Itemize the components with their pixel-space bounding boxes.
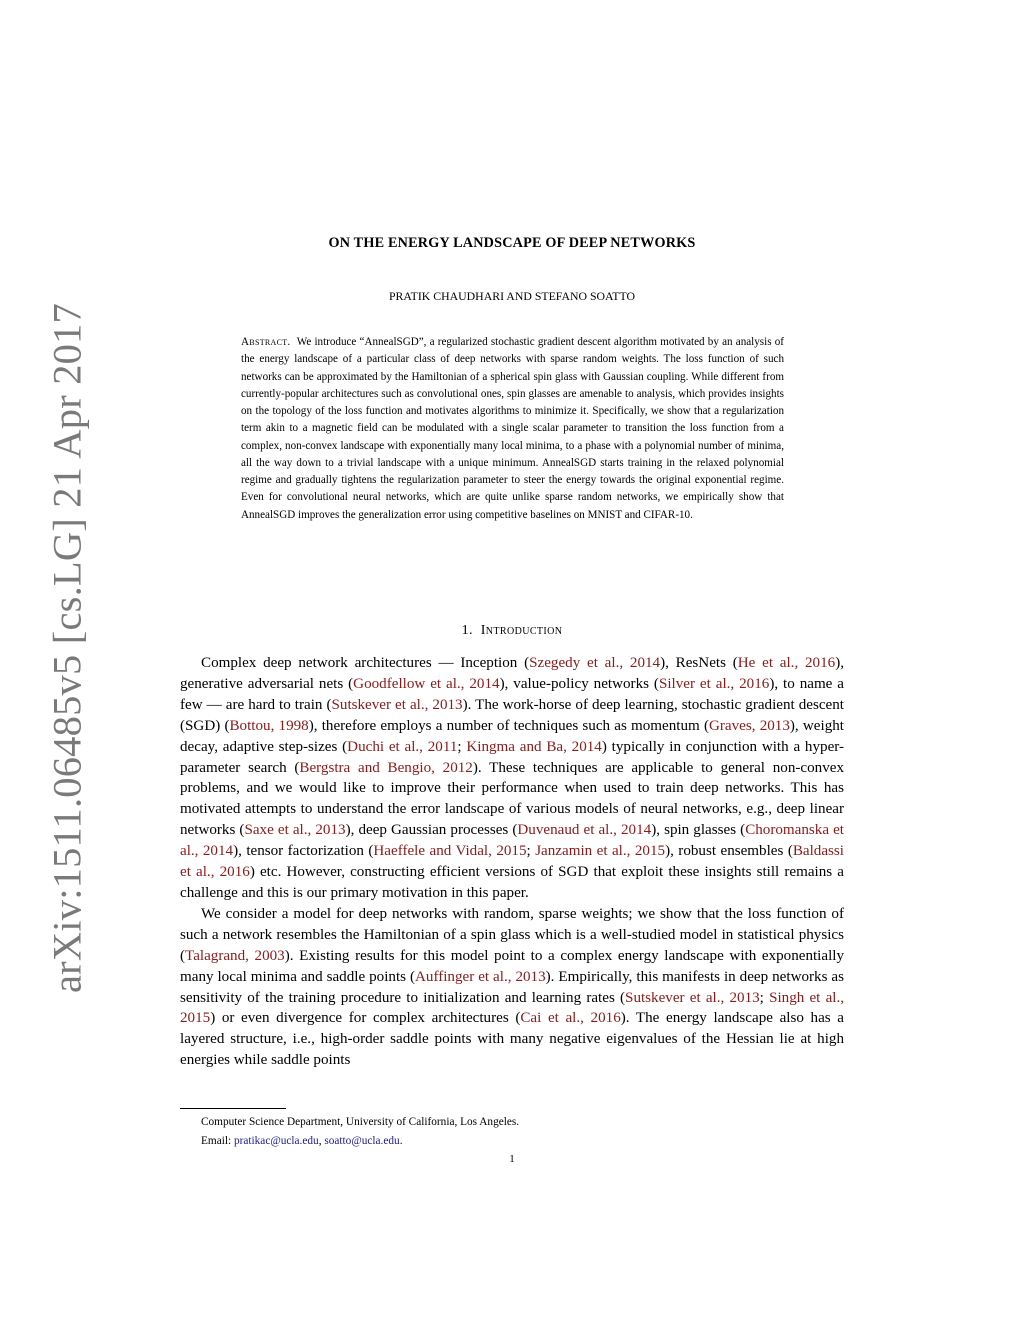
section-number: 1. [461, 623, 473, 638]
body-text: ). Existing results for this model point to a complex energy landscape with exponentially many local minima and saddle points ( [180, 947, 845, 985]
body-text: ), tensor factorization ( [233, 843, 374, 860]
citation-link[interactable]: Duvenaud et al., 2014 [517, 822, 652, 839]
body-text: ), to name a few — are hard to train ( [180, 675, 845, 713]
body-text: Complex deep network architectures — Inception ( [201, 655, 530, 671]
abstract-text: We introduce “AnnealSGD”, a regularized stochastic gradient descent algorithm motivated by an analysis of the energy landscape of a particular class of deep networks with sparse random weights. The loss function of such networks can be approximated by the Hamiltonian of a spherical spin glass with Gaussian coupling. While different from currently-popular architectures such as convolutional ones, spin glasses are amenable to analysis, which provides insights on the topology of the loss function and motivates algorithms to minimize it. Specifically, we show that a regularization term akin to a magnetic field can be modulated with a single scalar parameter to transition the loss function from a complex, non-convex landscape with exponentially many local minima, to a phase with a polynomial number of minima, all the way down to a trivial landscape with a unique minimum. AnnealSGD starts training in the relaxed polynomial regime and gradually tightens the regularization parameter to steer the energy towards the original exponential regime. Even for convolutional neural networks, which are quite unlike sparse random networks, we empirically show that AnnealSGD improves the generalization error using competitive baselines on MNIST and CIFAR-10. [241, 336, 784, 521]
paragraph [180, 904, 844, 1071]
body-text: ; [759, 989, 770, 1006]
section-heading-introduction [180, 623, 844, 639]
citation-link[interactable]: Goodfellow et al., 2014 [353, 675, 500, 692]
body-text: ) or even divergence for complex architectures ( [210, 1010, 521, 1027]
body-text: ). The energy landscape also has a layered structure, i.e., high-order saddle points with many negative eigenvalues of the Hessian lie at high energies while saddle points [180, 1010, 844, 1069]
citation-link[interactable]: Kingma and Ba, 2014 [466, 738, 602, 755]
body-text: We consider a model for deep networks with random, sparse weights; we show that the loss function of such a network resembles the Hamiltonian of a spin glass which is a well-studied model in statistical physics ( [180, 905, 844, 964]
email-label: Email: [201, 1134, 234, 1147]
body-text: ), value-policy networks ( [499, 675, 659, 692]
page-number: 1 [509, 1153, 515, 1165]
affiliation-footnote: Computer Science Department, University of California, Los Angeles. [201, 1116, 520, 1128]
citation-link[interactable]: Talagrand, 2003 [185, 947, 285, 964]
citation-link[interactable]: Bergstra and Bengio, 2012 [299, 759, 473, 776]
paper-authors: PRATIK CHAUDHARI AND STEFANO SOATTO [388, 289, 635, 303]
abstract-label: Abstract. [241, 336, 291, 348]
citation-link[interactable]: Sutskever et al., 2013 [625, 989, 760, 1006]
citation-link[interactable]: Graves, 2013 [709, 717, 790, 734]
citation-link[interactable]: Choromanska et al., 2014 [180, 822, 845, 860]
section-title: Introduction [480, 623, 563, 638]
citation-link[interactable]: Auffinger et al., 2013 [415, 968, 546, 985]
body-text: ), spin glasses ( [651, 822, 746, 839]
citation-link[interactable]: Bottou, 1998 [229, 717, 309, 734]
body-text: ; [457, 738, 467, 755]
email-link-pratikac[interactable]: pratikac@ucla.edu [233, 1134, 319, 1147]
introduction-body [180, 653, 844, 1071]
body-text: ), deep Gaussian processes ( [345, 822, 518, 839]
citation-link[interactable]: Cai et al., 2016 [520, 1010, 621, 1027]
abstract [241, 334, 784, 524]
email-end: . [399, 1134, 403, 1147]
body-text: ), therefore employs a number of techniques such as momentum ( [308, 717, 709, 734]
email-link-soatto[interactable]: soatto@ucla.edu [324, 1134, 400, 1147]
body-text: ) typically in conjunction with a hyper-parameter search ( [180, 738, 845, 776]
citation-link[interactable]: Baldassi et al., 2016 [180, 843, 844, 881]
citation-link[interactable]: Saxe et al., 2013 [244, 822, 346, 839]
email-footnote [201, 1132, 519, 1151]
citation-link[interactable]: Szegedy et al., 2014 [529, 655, 661, 671]
paper-title: ON THE ENERGY LANDSCAPE OF DEEP NETWORKS [328, 235, 696, 251]
body-text: ). Empirically, this manifests in deep networks as sensitivity of the training procedure to initialization and learning rates ( [180, 968, 844, 1006]
body-text: ), robust ensembles ( [665, 843, 793, 860]
citation-link[interactable]: He et al., 2016 [737, 655, 836, 671]
body-text: ), ResNets ( [660, 655, 738, 671]
body-text: ; [526, 843, 536, 860]
citation-link[interactable]: Janzamin et al., 2015 [535, 843, 666, 860]
paragraph [180, 653, 844, 904]
citation-link[interactable]: Silver et al., 2016 [658, 675, 770, 692]
citation-link[interactable]: Singh et al., 2015 [180, 989, 845, 1027]
email-separator: , [318, 1134, 325, 1147]
citation-link[interactable]: Duchi et al., 2011 [347, 738, 458, 755]
body-text: ), generative adversarial nets ( [180, 655, 844, 692]
body-text: ) etc. However, constructing efficient versions of SGD that exploit these insights still remains a challenge and this is our primary motivation in this paper. [180, 864, 844, 901]
body-text: ). These techniques are applicable to general non-convex problems, and we would like to improve their performance when used to train deep networks. This has motivated attempts to understand the error landscape of various models of neural networks, e.g., deep linear networks ( [180, 759, 844, 839]
body-text: ). The work-horse of deep learning, stochastic gradient descent (SGD) ( [180, 696, 845, 734]
arxiv-identifier-stamp: arXiv:1511.06485v5 [cs.LG] 21 Apr 2017 [44, 302, 90, 994]
citation-link[interactable]: Sutskever et al., 2013 [331, 696, 463, 713]
footnotes [201, 1113, 519, 1150]
citation-link[interactable]: Haeffele and Vidal, 2015 [373, 843, 527, 860]
footnote-divider [180, 1108, 286, 1109]
body-text: ), weight decay, adaptive step-sizes ( [180, 717, 844, 755]
